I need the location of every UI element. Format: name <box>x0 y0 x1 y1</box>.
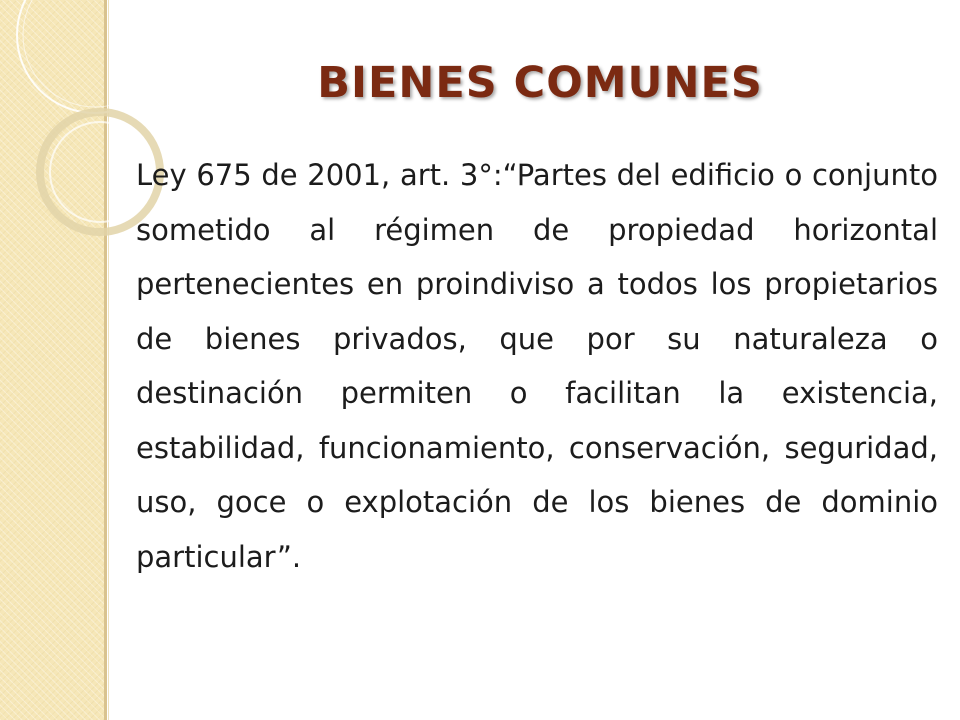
slide-title: BIENES COMUNES <box>317 58 763 108</box>
side-band-line <box>108 0 109 720</box>
side-band-edge <box>104 0 107 720</box>
side-band-decoration <box>0 0 104 720</box>
slide-body-text: Ley 675 de 2001, art. 3°:“Partes del edificio o conjunto sometido al régimen de propiedad horizontal pertenecientes en proindiviso a todos los propietarios de bienes privados, que por su naturaleza o destinación permiten o facilitan la existencia, estabilidad, funcionamiento, conservación, seguridad, uso, goce o explotación de los bienes de dominio particular”. <box>136 158 938 574</box>
